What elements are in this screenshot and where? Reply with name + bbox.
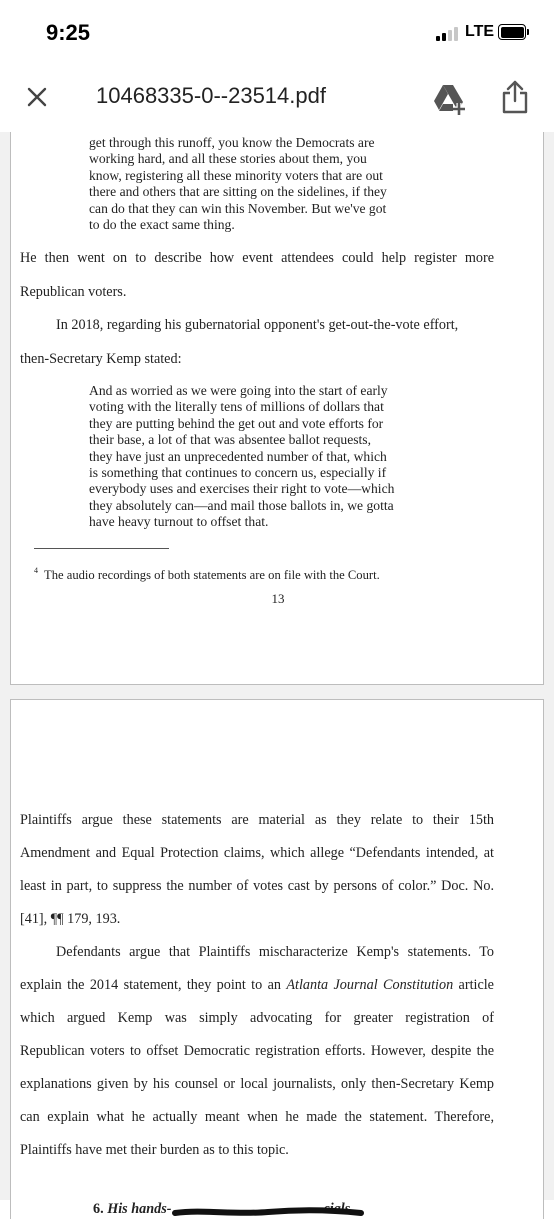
quote-line: everybody uses and exercises their right to vote—which [89, 481, 395, 497]
quote-line: voting with the literally tens of millions of dollars that [89, 399, 384, 415]
body-text-line: which argued Kemp was simply advocating for greater registration of [20, 1010, 494, 1026]
body-text-line: Amendment and Equal Protection claims, which allege “Defendants intended, at [20, 845, 494, 861]
battery-tip [527, 29, 529, 35]
heading-text-end: cials [323, 1201, 351, 1217]
publication-title: Atlanta Journal Constitution [286, 977, 454, 993]
heading-text-start: His hands- [107, 1201, 172, 1217]
footnote-text: The audio recordings of both statements are on file with the Court. [44, 568, 380, 582]
quote-line: get through this runoff, you know the Democrats are [89, 135, 375, 150]
body-text-line: explanations given by his counsel or local journalists, only then-Secretary Kemp [20, 1076, 494, 1092]
footnote-divider [34, 548, 169, 549]
body-text-line: He then went on to describe how event attendees could help register more [20, 250, 494, 266]
quote-line: have heavy turnout to offset that. [89, 514, 269, 530]
body-text-line: [41], ¶¶ 179, 193. [20, 911, 121, 927]
body-text-line: Plaintiffs have met their burden as to this topic. [20, 1142, 289, 1158]
network-type: LTE [465, 23, 495, 40]
battery-icon [498, 24, 526, 40]
close-button[interactable] [22, 82, 52, 112]
quote-line: And as worried as we were going into the start of early [89, 383, 388, 398]
redaction-scribble [173, 1208, 363, 1216]
quote-line: know, registering all these minority voters that are out [89, 167, 383, 183]
body-text-line: least in part, to suppress the number of votes cast by persons of color.” Doc. No. [20, 878, 494, 894]
pdf-page-14 [10, 699, 544, 1219]
body-text-line: Defendants argue that Plaintiffs mischaracterize Kemp's statements. To [56, 944, 494, 960]
app-bar [0, 66, 554, 132]
body-text-line: then-Secretary Kemp stated: [20, 351, 182, 367]
text-run: article [453, 977, 494, 993]
share-button[interactable] [500, 79, 530, 115]
body-text-line: Republican voters. [20, 284, 127, 300]
quote-line: working hard, and all these stories about them, you [89, 151, 367, 167]
quote-line: can do that they can win this November. But we've got [89, 200, 387, 216]
page-number: 13 [271, 591, 285, 606]
heading-number: 6. [93, 1201, 104, 1217]
footnote [34, 568, 380, 583]
status-time: 9:25 [46, 20, 91, 45]
quote-line: to do the exact same thing. [89, 217, 235, 233]
body-text-line: Plaintiffs argue these statements are material as they relate to their 15th [20, 812, 494, 828]
quote-line: there and others that are sitting on the sidelines, if they [89, 184, 387, 200]
status-bar [0, 0, 554, 66]
body-text-line: In 2018, regarding his gubernatorial opponent's get-out-the-vote effort, [56, 317, 459, 333]
block-quote-2014 [89, 135, 441, 233]
quote-line: they have just an unprecedented number of that, which [89, 448, 387, 464]
text-run: explain the 2014 statement, they point to an [20, 977, 287, 993]
quote-line: they absolutely can—and mail those ballots in, we gotta [89, 497, 394, 513]
quote-line: they are putting behind the get out and vote efforts for [89, 415, 384, 431]
add-to-drive-button[interactable] [432, 82, 468, 116]
drive-add-icon [432, 82, 468, 116]
quote-line: their base, a lot of that was absentee ballot requests, [89, 432, 371, 448]
footnote-mark: 4 [34, 566, 38, 575]
signal-icon [436, 27, 460, 41]
body-text-line: can explain what he actually meant when he made the statement. Therefore, [20, 1109, 494, 1125]
pdf-page-13 [10, 132, 544, 685]
body-text-line [20, 977, 494, 994]
share-icon [500, 79, 530, 115]
body-text-line: Republican voters to offset Democratic registration efforts. However, despite the [20, 1043, 494, 1059]
pdf-viewer[interactable] [0, 132, 554, 1217]
close-icon [22, 82, 52, 112]
file-title: 10468335-0--23514.pdf [96, 83, 326, 108]
block-quote-2018 [89, 383, 441, 531]
quote-line: is something that continues to concern us, especially if [89, 465, 387, 481]
